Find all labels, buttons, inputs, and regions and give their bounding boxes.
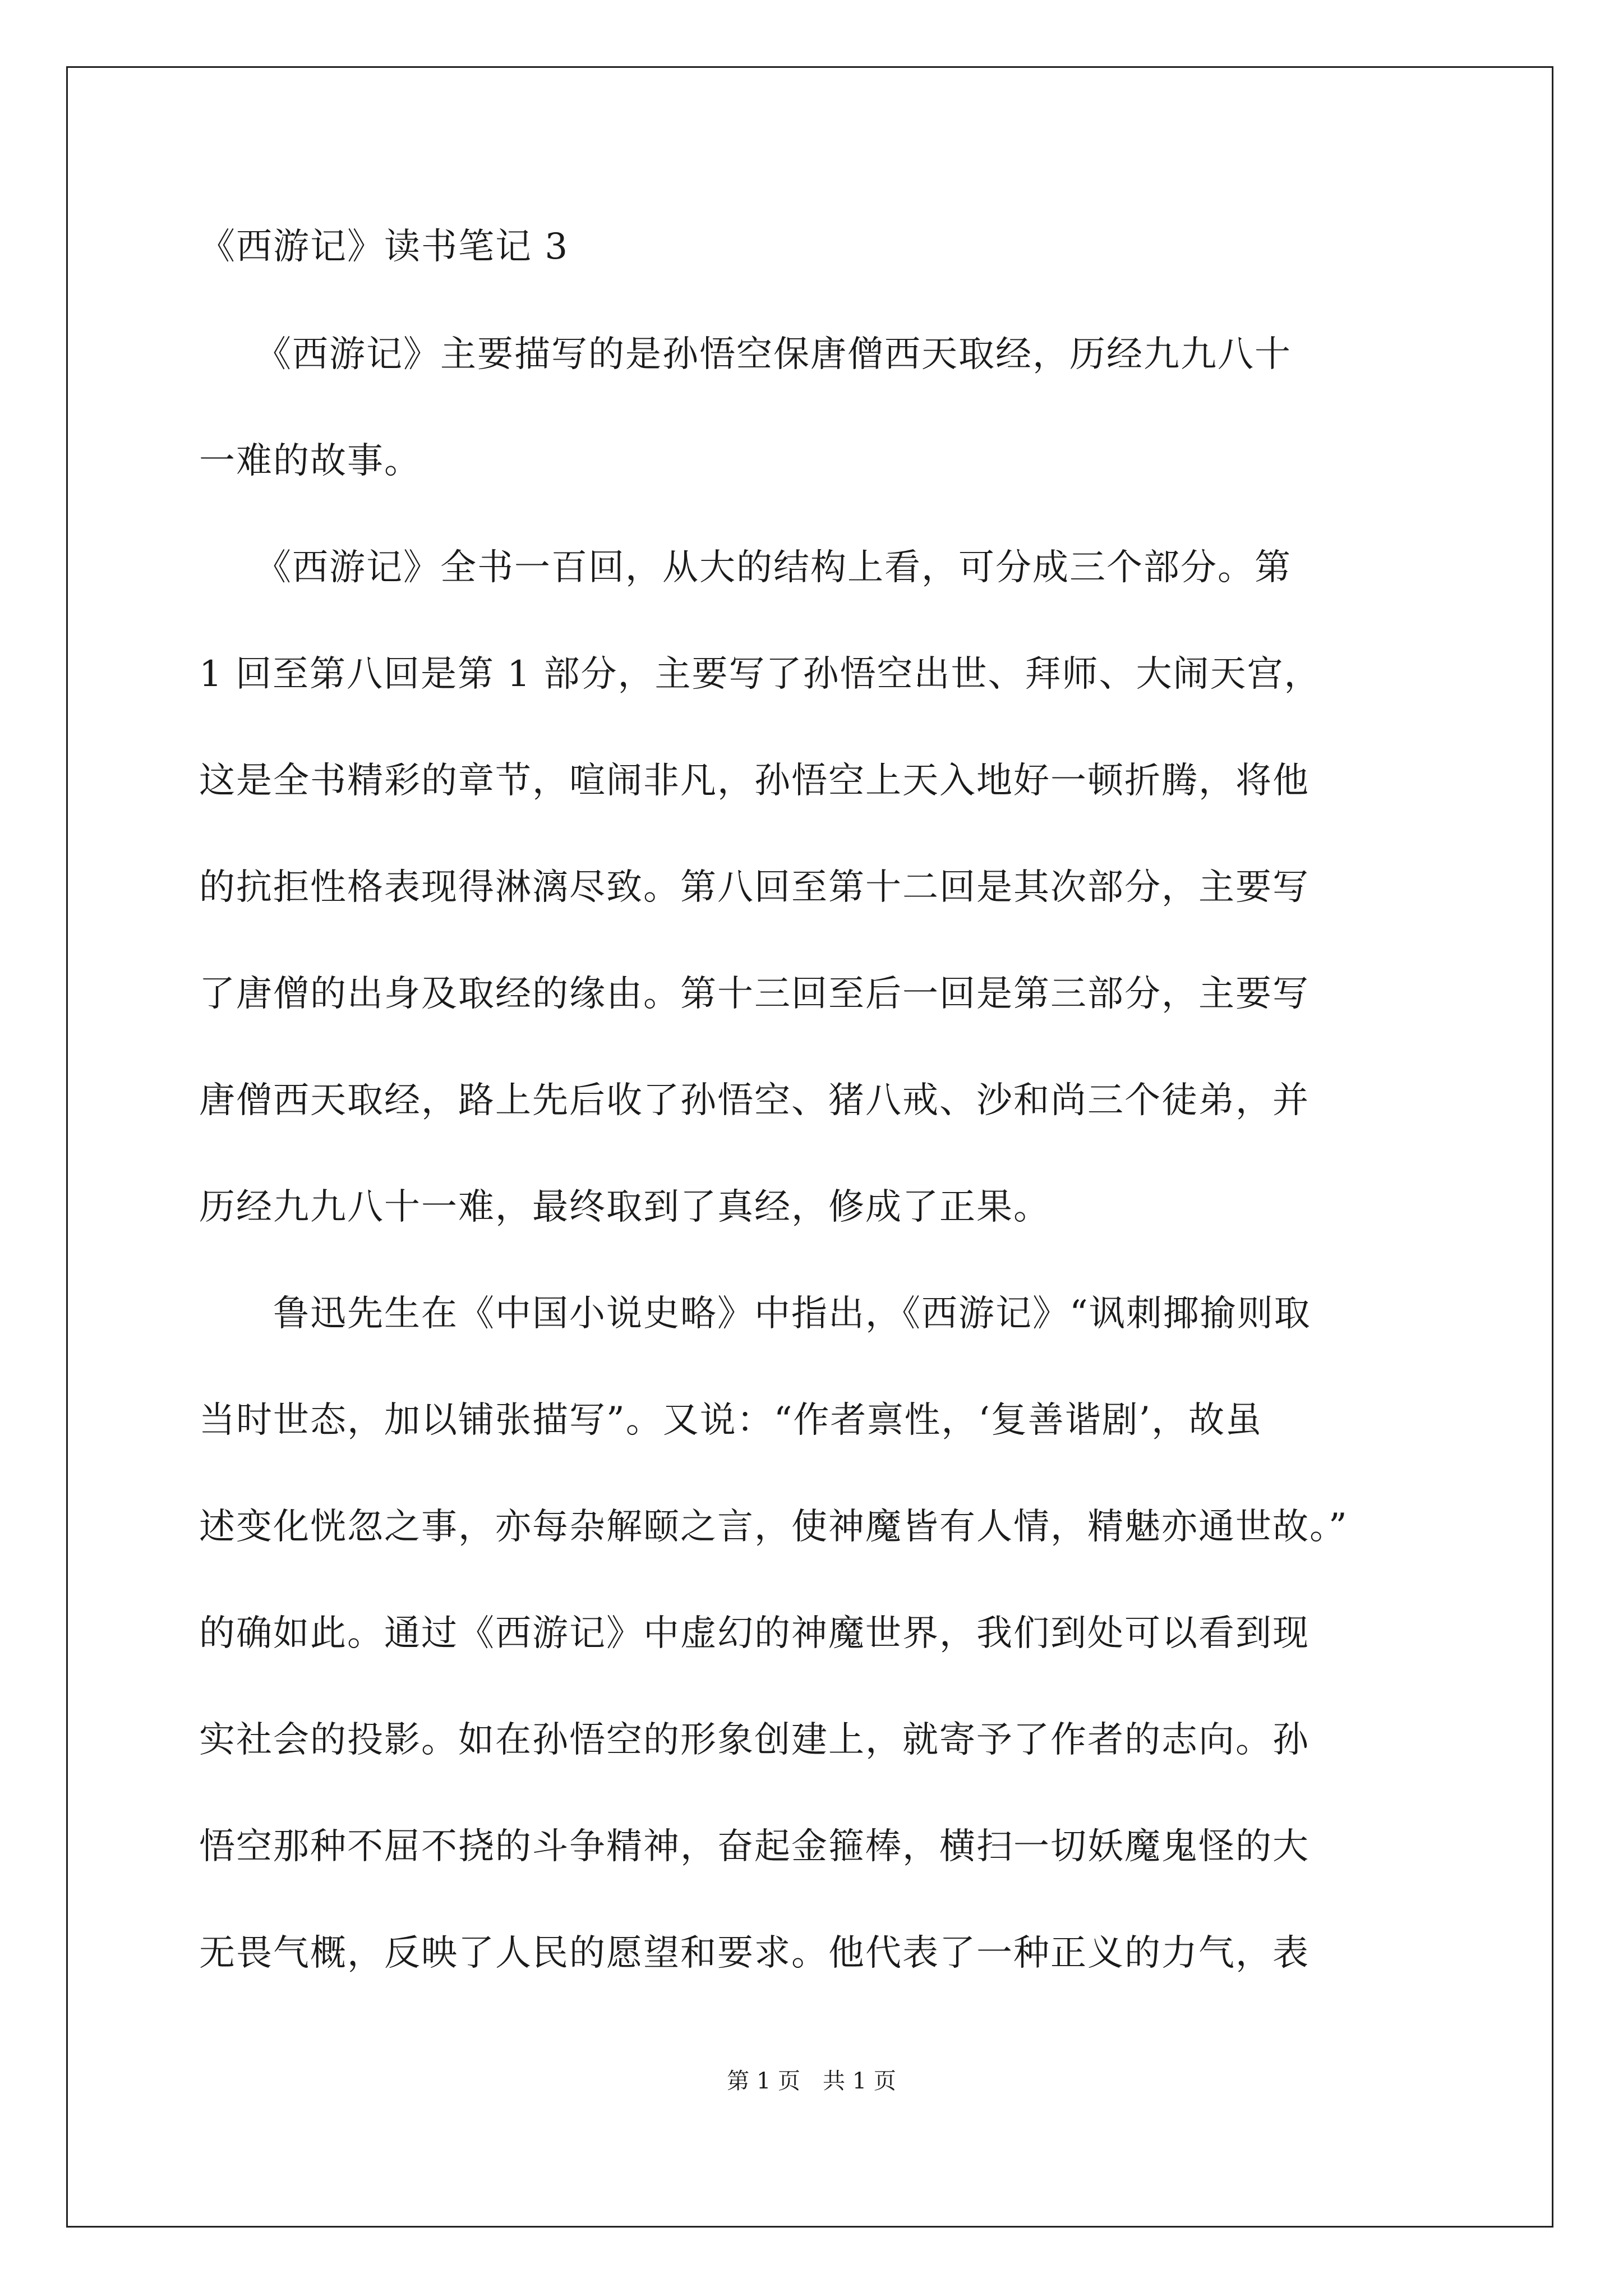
- body-line: 这是全书精彩的章节，喧闹非凡，孙悟空上天入地好一顿折腾，将他: [199, 760, 1310, 802]
- body-line: 了唐僧的出身及取经的缘由。第十三回至后一回是第三部分，主要写: [199, 973, 1310, 1015]
- body-line: 唐僧西天取经，路上先后收了孙悟空、猪八戒、沙和尚三个徒弟，并: [199, 1080, 1310, 1121]
- body-line: 一难的故事。: [199, 440, 421, 482]
- body-line: 《西游记》全书一百回，从大的结构上看，可分成三个部分。第: [199, 547, 1292, 588]
- body-line: 悟空那种不屈不挠的斗争精神，奋起金箍棒，横扫一切妖魔鬼怪的大: [199, 1826, 1310, 1867]
- body-line: 的抗拒性格表现得淋漓尽致。第八回至第十二回是其次部分，主要写: [199, 867, 1310, 908]
- document-title: 《西游记》读书笔记 3: [199, 226, 569, 268]
- body-line: 述变化恍忽之事，亦每杂解颐之言，使神魔皆有人情，精魅亦通世故。”: [199, 1506, 1348, 1548]
- body-line: 当时世态，加以铺张描写”。又说：“作者禀性，‘复善谐剧’，故虽: [199, 1400, 1263, 1441]
- body-line: 的确如此。通过《西游记》中虚幻的神魔世界，我们到处可以看到现: [199, 1613, 1310, 1654]
- body-line: 实社会的投影。如在孙悟空的形象创建上，就寄予了作者的志向。孙: [199, 1719, 1310, 1761]
- body-line: 1 回至第八回是第 1 部分，主要写了孙悟空出世、拜师、大闹天宫，: [199, 654, 1321, 695]
- page-border: [66, 66, 1553, 2228]
- body-line: 《西游记》主要描写的是孙悟空保唐僧西天取经，历经九九八十: [199, 334, 1292, 375]
- body-line: 历经九九八十一难，最终取到了真经，修成了正果。: [199, 1186, 1050, 1228]
- page-footer: 第 1 页 共 1 页: [727, 2068, 896, 2094]
- body-line: 无畏气概，反映了人民的愿望和要求。他代表了一种正义的力气，表: [199, 1932, 1310, 1974]
- body-line: 鲁迅先生在《中国小说史略》中指出，《西游记》“讽刺揶揄则取: [199, 1293, 1311, 1335]
